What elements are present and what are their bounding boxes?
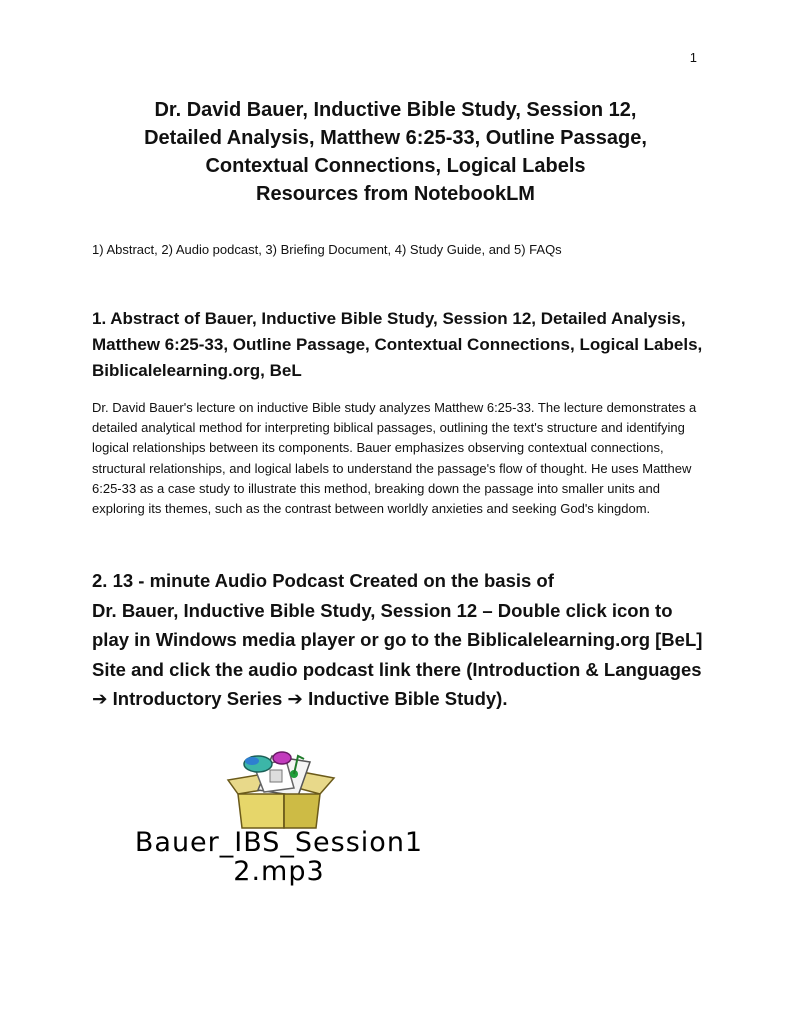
audio-file-label[interactable] — [92, 828, 466, 886]
title-line: Dr. David Bauer, Inductive Bible Study, Session 12, — [154, 99, 637, 121]
resource-list: 1) Abstract, 2) Audio podcast, 3) Briefing Document, 4) Study Guide, and 5) FAQs — [92, 242, 562, 257]
abstract-body: Dr. David Bauer's lecture on inductive Bible study analyzes Matthew 6:25-33. The lecture demonstrates a detailed analytical method for interpreting biblical passages, outlining the text's structure and identifying logical relationships between its components. Bauer emphasizes observing contextual connections, structural relationships, and logical labels to understand the passage's flow of thought. He uses Matthew 6:25-33 as a case study to illustrate this method, breaking down the passage into smaller units and exploring its themes, such as the contrast between worldly anxieties and seeking God's kingdom. — [92, 400, 697, 517]
title-line: Resources from NotebookLM — [256, 183, 535, 205]
page-number: 1 — [689, 50, 697, 65]
document-title — [60, 96, 731, 208]
audio-podcast-heading — [92, 566, 712, 715]
audio-heading-text: Dr. Bauer, Inductive Bible Study, Session 12 – Double click icon to play in Windows media player or go to the Biblicalelearning.org [BeL] Site and click the audio podcast link there (Introduction & Languages — [92, 599, 703, 680]
file-name-line: Bauer_IBS_Session1 — [134, 827, 424, 858]
abstract-heading: 1. Abstract of Bauer, Inductive Bible Study, Session 12, Detailed Analysis, Matthew 6:25-33, Outline Passage, Contextual Connections, Logical Labels, Biblicalelearning.org, BeL — [92, 309, 703, 380]
audio-heading-text: Introductory Series — [107, 688, 288, 709]
title-line: Detailed Analysis, Matthew 6:25-33, Outline Passage, — [144, 127, 647, 149]
package-file-icon[interactable] — [224, 750, 336, 830]
right-arrow-icon: ➔ — [287, 689, 303, 710]
audio-heading-line1: 2. 13 - minute Audio Podcast Created on the basis of — [92, 570, 554, 591]
audio-heading-text: Inductive Bible Study). — [302, 688, 508, 709]
file-name-line: 2.mp3 — [233, 856, 325, 887]
title-line: Contextual Connections, Logical Labels — [205, 155, 586, 177]
right-arrow-icon: ➔ — [92, 689, 108, 710]
